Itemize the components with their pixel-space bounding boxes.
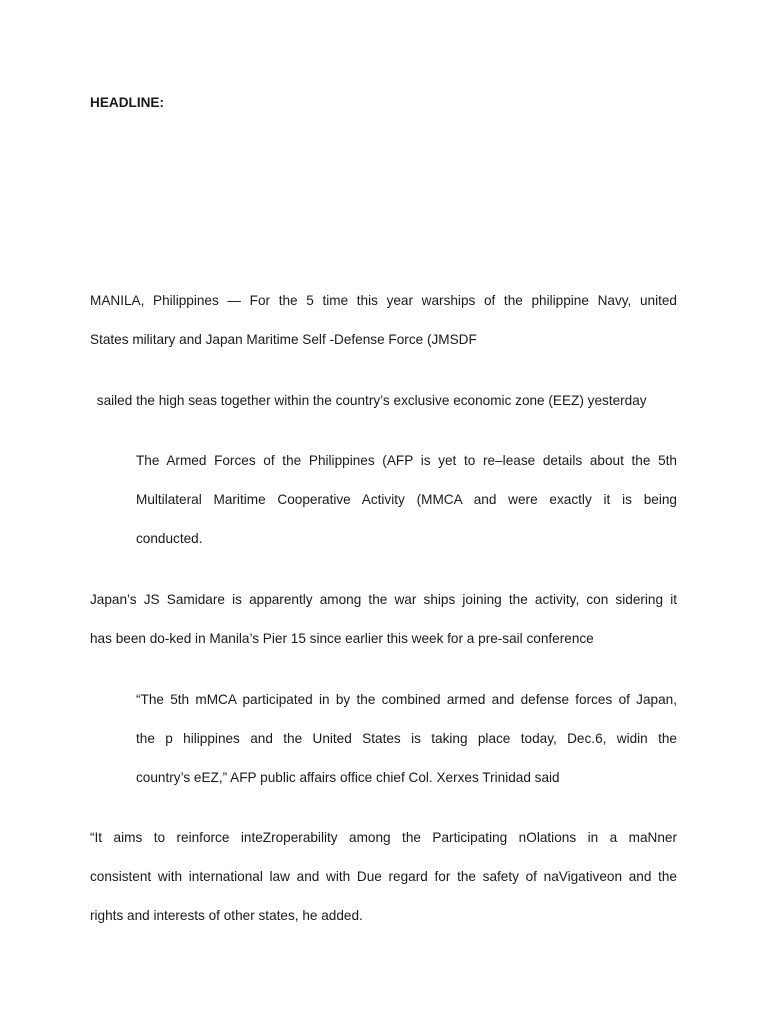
paragraph-line: The Armed Forces of the Philippines (AFP is yet to re–lease details about the 5th xyxy=(136,453,677,468)
paragraph-line: sailed the high seas together within the country’s exclusive economic zone (EEZ) yesterday xyxy=(93,393,647,408)
paragraph-2 xyxy=(93,381,683,420)
paragraph-6-quote xyxy=(90,818,677,935)
paragraph-line: MANILA, Philippines — For the 5 time this year warships of the philippine Navy, united xyxy=(90,293,677,308)
paragraph-line: consistent with international law and with Due regard for the safety of naVigativeon and the xyxy=(90,869,677,884)
paragraph-line: “It aims to reinforce inteZroperability among the Participating nOlations in a maNner xyxy=(90,830,677,845)
paragraph-line: Japan’s JS Samidare is apparently among the war ships joining the activity, con sidering it xyxy=(90,592,677,607)
paragraph-line: Multilateral Maritime Cooperative Activity (MMCA and were exactly it is being xyxy=(136,492,677,507)
paragraph-3-indented xyxy=(136,441,677,558)
paragraph-4 xyxy=(90,580,677,658)
paragraph-line: “The 5th mMCA participated in by the combined armed and defense forces of Japan, xyxy=(136,692,677,707)
paragraph-line: States military and Japan Maritime Self -Defense Force (JMSDF xyxy=(90,332,477,347)
paragraph-5-indented-quote xyxy=(136,680,677,797)
paragraph-line: country’s eEZ,” AFP public affairs office chief Col. Xerxes Trinidad said xyxy=(136,770,560,785)
paragraph-line: has been do-ked in Manila’s Pier 15 since earlier this week for a pre-sail conference xyxy=(90,631,594,646)
paragraph-line: rights and interests of other states, he added. xyxy=(90,908,363,923)
paragraph-1 xyxy=(90,281,677,359)
paragraph-line: conducted. xyxy=(136,531,203,546)
headline-label: HEADLINE: xyxy=(90,95,165,110)
paragraph-line: the p hilippines and the United States is taking place today, Dec.6, widin the xyxy=(136,731,677,746)
